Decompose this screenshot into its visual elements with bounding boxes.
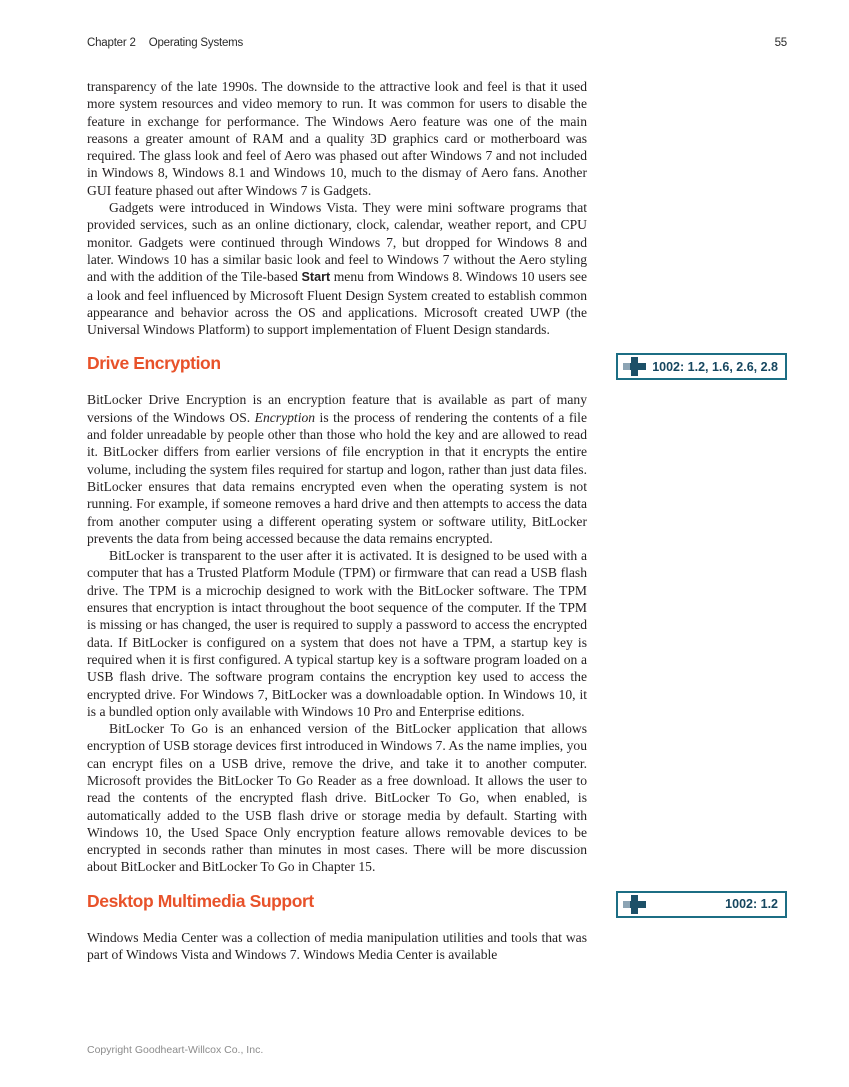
start-menu-term: Start [301, 270, 331, 285]
paragraph-gadgets [87, 199, 587, 338]
running-head [87, 0, 787, 49]
chapter-title: Operating Systems [148, 37, 244, 49]
copyright-footer [87, 1044, 263, 1056]
copyright-text: Copyright Goodheart-Willcox Co., Inc. [87, 1044, 264, 1056]
aplus-plus-icon [623, 895, 646, 914]
paragraph-gadgets-text-post: menu from Windows 8. Windows 10 users see a look and feel influenced by Microsoft Fluent Design System created to establish common appearance and behavior across the OS and applications. Microsoft created UWP (the Universal Windows Platform) to support implementation of Fluent Design standards. [87, 269, 587, 338]
paragraph-bitlocker-text-pre: BitLocker Drive Encryption is an encryption feature that is available as part of many versions of the Windows OS. [87, 392, 587, 425]
paragraph-gadgets-text-pre: Gadgets were introduced in Windows Vista. They were mini software programs that provided services, such as an online dictionary, clock, calendar, weather report, and CPU monitor. Gadgets were continued through Windows 7, but dropped for Windows 8 and later. Windows 10 has a similar basic look and feel to Windows 7 without the Aero styling and with the addition of the Tile-based [87, 200, 587, 285]
paragraph-bitlocker-to-go: BitLocker To Go is an enhanced version of the BitLocker application that allows encryption of USB storage devices first introduced in Windows 7. As the name implies, you can encrypt files on a USB drive, remove the drive, and take it to another computer. Microsoft provides the BitLocker To Go Reader as a free download. It allows the user to read the contents of the encrypted flash drive. BitLocker To Go, when enabled, is automatically added to the USB flash drive or storage media by default. Starting with Windows 10, the Used Space Only encryption feature allows removable devices to be encrypted in seconds rather than minutes in most cases. There will be more discussion about BitLocker and BitLocker To Go in Chapter 15. [87, 721, 587, 875]
paragraph-bitlocker-text-post: is the process of rendering the contents of a file and folder unreadable by people other than those who hold the key and are allowed to read it. BitLocker differs from earlier versions of file encryption in that it encrypts the entire volume, including the system files required for startup and logon, rather than just data files. BitLocker ensures that data remains encrypted even when the operating system is not running. For example, if someone removes a hard drive and then attempts to access the data from another computer using a different operating system or software utility, BitLocker prevents the data from being accessed because the data remains encrypted. [87, 409, 587, 546]
aplus-plus-icon [623, 357, 646, 376]
page-number: 55 [774, 37, 787, 49]
page-body [0, 78, 849, 963]
paragraph-bitlocker-transparent: BitLocker is transparent to the user after it is activated. It is designed to be used with a computer that has a Trusted Platform Module (TPM) or firmware that can read a USB flash drive. The TPM is a microchip designed to work with the BitLocker software. The TPM ensures that encryption is intact throughout the boot sequence of the computer. If the TPM is missing or has changed, the user is required to supply a password to access the encrypted data. If BitLocker is configured on a system that does not have a TPM, a startup key is required when it is first configured. A typical startup key is a software program loaded on a USB flash drive. The software program contains the encryption key used to access the encrypted drive. For Windows 7, BitLocker was a downloadable option. In Windows 10, it is a bundled option only available with Windows 10 Pro and Enterprise editions. [87, 548, 587, 719]
section-title-drive-encryption: Drive Encryption [87, 353, 221, 374]
chapter-heading [87, 37, 243, 49]
chapter-label: Chapter 2 [87, 37, 136, 49]
encryption-key-term: Encryption [254, 409, 316, 425]
paragraph-aero: transparency of the late 1990s. The downside to the attractive look and feel is that it used more system resources and video memory to run. It was common for users to disable the feature in exchange for performance. The Windows Aero feature was one of the main reasons a greater amount of RAM and a quality 3D graphics card or motherboard was required. The glass look and feel of Aero was phased out after Windows 7 and not included in Windows 8, Windows 8.1 and Windows 10, much to the dismay of Aero fans. Another GUI feature phased out after Windows 7 is Gadgets. [87, 79, 587, 198]
certification-badge-drive-encryption [616, 353, 787, 380]
section-title-desktop-multimedia: Desktop Multimedia Support [87, 890, 314, 911]
paragraph-bitlocker [87, 391, 587, 547]
certification-objectives-label: 1002: 1.2, 1.6, 2.6, 2.8 [652, 359, 778, 374]
certification-objectives-label: 1002: 1.2 [725, 897, 778, 912]
section-head-drive-encryption [87, 352, 787, 380]
section-head-desktop-multimedia [87, 890, 787, 918]
paragraph-media-center: Windows Media Center was a collection of media manipulation utilities and tools that was part of Windows Vista and Windows 7. Windows Media Center is available [87, 929, 587, 963]
certification-badge-desktop-multimedia [616, 891, 787, 918]
